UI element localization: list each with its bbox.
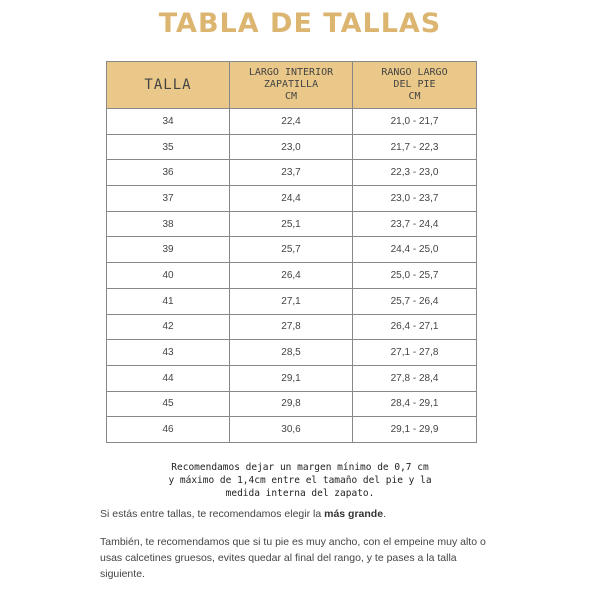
cell-largo-interior: 23,7 [230,160,353,186]
cell-largo-interior: 25,7 [230,237,353,263]
table-header-row [107,62,477,109]
tip-between-sizes [100,508,386,520]
note-line: y máximo de 1,4cm entre el tamaño del pie y la [168,475,432,486]
cell-rango: 27,1 - 27,8 [353,340,477,366]
cell-talla: 44 [107,365,230,391]
table-row [107,263,477,289]
cell-largo-interior: 29,1 [230,365,353,391]
table-row [107,237,477,263]
cell-rango: 24,4 - 25,0 [353,237,477,263]
table-row [107,314,477,340]
cell-talla: 45 [107,391,230,417]
cell-talla: 43 [107,340,230,366]
tip-wide-foot: También, te recomendamos que si tu pie es muy ancho, con el empeine muy alto o usas calcetines gruesos, evites quedar al final del rango, y te pases a la talla siguiente. [100,536,486,580]
cell-largo-interior: 23,0 [230,134,353,160]
cell-talla: 36 [107,160,230,186]
cell-talla: 46 [107,417,230,443]
table-row [107,109,477,135]
cell-rango: 23,0 - 23,7 [353,186,477,212]
table-row [107,391,477,417]
page-title: TABLA DE TALLAS [158,8,442,39]
cell-largo-interior: 26,4 [230,263,353,289]
size-table [106,61,477,443]
cell-largo-interior: 29,8 [230,391,353,417]
cell-rango: 22,3 - 23,0 [353,160,477,186]
cell-talla: 35 [107,134,230,160]
table-row [107,417,477,443]
header-talla: TALLA [107,62,230,109]
cell-rango: 26,4 - 27,1 [353,314,477,340]
tip-text: Si estás entre tallas, te recomendamos elegir la [100,508,325,520]
table-row [107,340,477,366]
table-row [107,160,477,186]
table-row [107,365,477,391]
cell-rango: 28,4 - 29,1 [353,391,477,417]
tip-bold: más grande [324,508,384,520]
table-row [107,134,477,160]
cell-largo-interior: 28,5 [230,340,353,366]
cell-rango: 29,1 - 29,9 [353,417,477,443]
cell-talla: 34 [107,109,230,135]
margin-note [120,461,480,500]
cell-largo-interior: 24,4 [230,186,353,212]
note-line: Recomendamos dejar un margen mínimo de 0,7 cm [171,462,429,473]
tip-end: . [383,508,386,520]
cell-rango: 25,7 - 26,4 [353,288,477,314]
cell-talla: 37 [107,186,230,212]
cell-largo-interior: 27,8 [230,314,353,340]
note-line: medida interna del zapato. [225,488,375,499]
cell-largo-interior: 22,4 [230,109,353,135]
cell-rango: 23,7 - 24,4 [353,211,477,237]
table-row [107,211,477,237]
header-rango-largo: RANGO LARGO DEL PIE CM [353,62,477,109]
cell-talla: 42 [107,314,230,340]
cell-rango: 27,8 - 28,4 [353,365,477,391]
cell-talla: 41 [107,288,230,314]
cell-talla: 40 [107,263,230,289]
cell-talla: 38 [107,211,230,237]
cell-largo-interior: 27,1 [230,288,353,314]
cell-largo-interior: 25,1 [230,211,353,237]
cell-rango: 21,0 - 21,7 [353,109,477,135]
cell-rango: 25,0 - 25,7 [353,263,477,289]
cell-largo-interior: 30,6 [230,417,353,443]
cell-rango: 21,7 - 22,3 [353,134,477,160]
cell-talla: 39 [107,237,230,263]
table-row [107,186,477,212]
table-row [107,288,477,314]
header-largo-interior: LARGO INTERIOR ZAPATILLA CM [230,62,353,109]
